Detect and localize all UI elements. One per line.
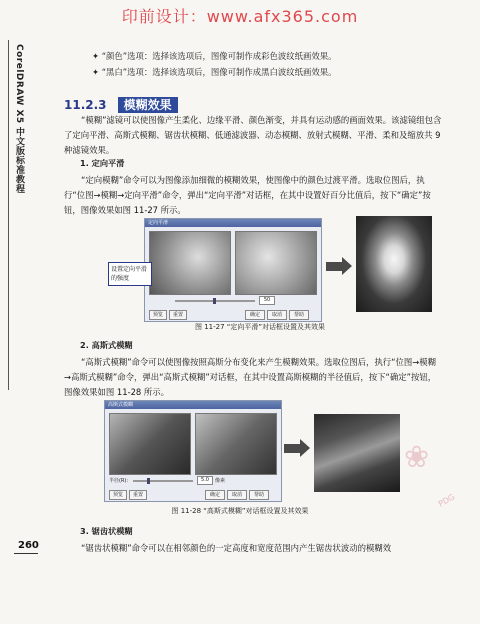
section-title: 模糊效果 <box>118 97 178 113</box>
sidebar-rule <box>8 40 9 390</box>
strength-value[interactable]: 50 <box>259 296 275 305</box>
page-number-rule <box>14 553 38 554</box>
help-button[interactable]: 帮助 <box>289 310 309 320</box>
cancel-button[interactable]: 取消 <box>267 310 287 320</box>
arrow-head <box>300 439 310 457</box>
gaussian-blur-dialog <box>104 400 282 502</box>
slider-thumb[interactable] <box>213 298 216 304</box>
book-title-vertical: CorelDRAW X5 中文版标准教程 <box>14 44 24 194</box>
radius-label: 半径(R): <box>109 478 129 484</box>
lotus-result-image <box>356 216 432 312</box>
section-number: 11.2.3 <box>64 98 107 112</box>
directional-smooth-dialog <box>144 218 322 322</box>
page-number: 260 <box>18 540 39 551</box>
subheading-1: 1. 定向平滑 <box>80 158 125 168</box>
arrow-right <box>284 444 300 453</box>
dialog-title: 高斯式模糊 <box>105 401 281 409</box>
arrow-right <box>326 262 342 271</box>
bullet-text: “颜色”选项：选择该选项后，图像可制作成彩色波纹纸画效果。 <box>101 51 337 61</box>
dialog-title: 定向平滑 <box>145 219 321 227</box>
ok-button[interactable]: 确定 <box>245 310 265 320</box>
callout-label: 设置定向平滑的强度 <box>108 262 152 286</box>
paragraph-3: “锯齿状模糊”命令可以在相邻颜色的一定高度和宽度范围内产生锯齿状波动的模糊效 <box>81 543 392 553</box>
slider-thumb[interactable] <box>147 478 150 484</box>
bullet-text: “黑白”选项：选择该选项后，图像可制作成黑白波纹纸画效果。 <box>101 67 337 77</box>
bullet-item: ✦ “黑白”选项：选择该选项后，图像可制作成黑白波纹纸画效果。 <box>92 67 337 77</box>
arrow-head <box>342 257 352 275</box>
pdg-stamp: PDG <box>436 492 457 509</box>
bullet-item: ✦ “颜色”选项：选择该选项后，图像可制作成彩色波纹纸画效果。 <box>92 51 337 61</box>
blurred-result-image <box>314 414 400 492</box>
paragraph-2: “高斯式模糊”命令可以使图像按照高斯分布变化来产生模糊效果。选取位图后，执行“位图→模糊→高斯式模糊”命令，弹出“高斯式模糊”对话框，在其中设置高斯模糊的半径值后，按下“确定”按钮，图像效果如图 11-28 所示。 <box>64 357 437 397</box>
subheading-2: 2. 高斯式模糊 <box>80 340 133 350</box>
reset-button[interactable]: 重置 <box>169 310 187 320</box>
cancel-button[interactable]: 取消 <box>227 490 247 500</box>
section-heading <box>64 94 178 113</box>
watermark-text: 印前设计：www.afx365.com <box>121 7 359 26</box>
intro-paragraph: “模糊”滤镜可以使图像产生柔化、边缘平滑、颜色渐变，并具有运动感的画面效果。该滤镜组包含了定向平滑、高斯式模糊、锯齿状模糊、低通滤波器、动态模糊、放射式模糊、平滑、柔和及缩放共 9 种滤镜效果。 <box>64 115 442 155</box>
preview-result <box>235 231 317 295</box>
pdg-watermark-symbol: ❀ <box>404 440 430 475</box>
paragraph-1: “定向模糊”命令可以为图像添加细微的模糊效果，使图像中的颜色过渡平滑。选取位图后，执行“位图→模糊→定向平滑”命令，弹出“定向平滑”对话框，在其中设置好百分比值后，按下“确定”按钮，图像效果如图 11-27 所示。 <box>64 175 431 215</box>
preview-original <box>109 413 191 475</box>
help-button[interactable]: 帮助 <box>249 490 269 500</box>
unit-label: 像素 <box>215 478 226 484</box>
preview-result <box>195 413 277 475</box>
radius-slider[interactable] <box>133 480 193 482</box>
ok-button[interactable]: 确定 <box>205 490 225 500</box>
figure-caption: 图 11-27 “定向平滑”对话框设置及其效果 <box>194 323 326 331</box>
subheading-3: 3. 锯齿状模糊 <box>80 526 133 536</box>
preview-original <box>149 231 231 295</box>
radius-value[interactable]: 5.0 <box>197 476 213 485</box>
figure-caption: 图 11-28 “高斯式模糊”对话框设置及其效果 <box>171 507 309 515</box>
preview-button[interactable]: 预览 <box>109 490 127 500</box>
preview-button[interactable]: 预览 <box>149 310 167 320</box>
reset-button[interactable]: 重置 <box>129 490 147 500</box>
